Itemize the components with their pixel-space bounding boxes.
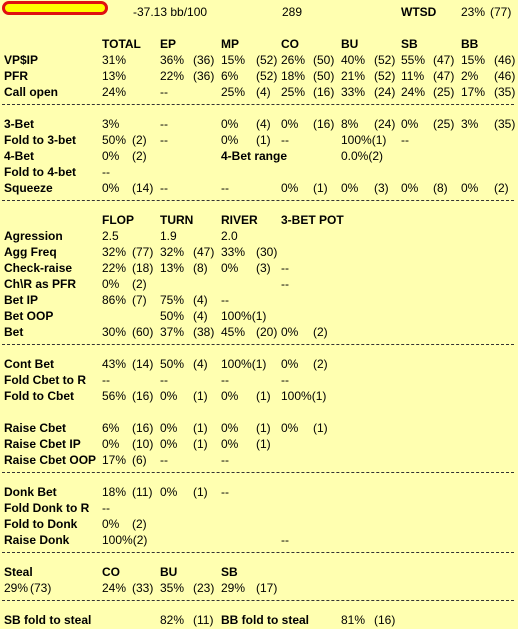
stat-cell: 0% (281, 325, 299, 339)
stat-cell: CO (102, 565, 120, 579)
stat-cell: 0% (102, 149, 120, 163)
column-header: CO (281, 37, 299, 51)
section-divider (2, 104, 514, 105)
stat-cell: 0% (221, 117, 239, 131)
stat-cell: (20) (256, 325, 278, 339)
stat-label: Check-raise (4, 261, 73, 275)
stat-cell: 0% (281, 117, 299, 131)
stat-cell: 29% (4, 581, 29, 595)
stat-cell: 0% (221, 133, 239, 147)
stat-cell: (77) (132, 245, 154, 259)
stat-cell: 32% (102, 245, 127, 259)
section-divider (2, 344, 514, 345)
stat-cell: 0% (102, 437, 120, 451)
stat-cell: (1) (256, 133, 271, 147)
stat-label: Bet OOP (4, 309, 54, 323)
stat-cell: 25% (281, 85, 306, 99)
stat-cell: (73) (30, 581, 52, 595)
stat-cell: (4) (256, 85, 271, 99)
stat-cell: (14) (132, 357, 154, 371)
stat-cell: (24) (374, 117, 396, 131)
stat-label: Fold to Donk (4, 517, 78, 531)
column-header: EP (160, 37, 177, 51)
stat-cell: 22% (160, 69, 185, 83)
section-divider (2, 552, 514, 553)
stat-cell: 0% (221, 389, 239, 403)
stat-cell: -- (221, 485, 229, 499)
stat-cell: 22% (102, 261, 127, 275)
stat-cell: 0% (281, 181, 299, 195)
stat-label: Raise Cbet (4, 421, 67, 435)
stat-cell: (1) (256, 421, 271, 435)
stat-cell: 18% (102, 485, 127, 499)
stat-cell: 0% (461, 181, 479, 195)
stat-cell: 33% (341, 85, 366, 99)
hands-count: 289 (282, 5, 303, 19)
stat-cell: (2) (313, 325, 328, 339)
stat-cell: (1) (256, 389, 271, 403)
stat-label: Agg Freq (4, 245, 57, 259)
stat-cell: 82% (160, 613, 185, 627)
stat-cell: -- (160, 133, 168, 147)
stat-cell: -- (102, 165, 110, 179)
stat-cell: 36% (160, 53, 185, 67)
stat-cell: 1.9 (160, 229, 177, 243)
column-header: MP (221, 37, 239, 51)
stat-cell: 24% (102, 581, 127, 595)
stat-cell: -- (160, 85, 168, 99)
stat-cell: 55% (401, 53, 426, 67)
stat-cell: 13% (160, 261, 185, 275)
stat-cell: 100%(1) (341, 133, 387, 147)
stat-cell: 18% (281, 69, 306, 83)
stat-cell: 8% (341, 117, 359, 131)
stat-cell: (35) (494, 117, 516, 131)
stat-cell: (1) (193, 389, 208, 403)
stat-cell: -- (281, 133, 289, 147)
stat-cell: (8) (193, 261, 208, 275)
stat-cell: 21% (341, 69, 366, 83)
stat-label: Squeeze (4, 181, 53, 195)
stat-cell: (1) (313, 421, 328, 435)
stat-cell: 0% (160, 389, 178, 403)
stat-label: Fold to Cbet (4, 389, 74, 403)
stat-cell: (4) (193, 357, 208, 371)
section-divider (2, 200, 514, 201)
column-header: BB (461, 37, 479, 51)
stat-cell: 2% (461, 69, 479, 83)
stat-cell: (38) (193, 325, 215, 339)
stat-cell: 100%(1) (281, 389, 327, 403)
stat-label: Steal (4, 565, 33, 579)
section-divider (2, 600, 514, 601)
stat-cell: -- (160, 373, 168, 387)
stat-cell: 17% (102, 453, 127, 467)
stat-cell: (60) (132, 325, 154, 339)
stat-cell: 43% (102, 357, 127, 371)
stat-label: Fold Donk to R (4, 501, 90, 515)
stat-cell: BB fold to steal (221, 613, 310, 627)
stat-cell: 100%(2) (102, 533, 148, 547)
stat-cell: -- (401, 133, 409, 147)
stat-cell: 45% (221, 325, 246, 339)
stat-cell: 86% (102, 293, 127, 307)
stat-cell: (23) (193, 581, 215, 595)
stat-cell: (1) (193, 437, 208, 451)
stat-cell: 50% (102, 133, 127, 147)
stat-cell: (3) (374, 181, 389, 195)
stat-cell: 24% (401, 85, 426, 99)
stat-label: Donk Bet (4, 485, 57, 499)
stat-cell: 15% (221, 53, 246, 67)
stat-cell: (1) (193, 485, 208, 499)
stat-label: Fold to 3-bet (4, 133, 76, 147)
stat-cell: -- (281, 533, 289, 547)
stat-cell: (47) (193, 245, 215, 259)
stat-cell: (2) (313, 357, 328, 371)
stat-cell: (1) (313, 181, 328, 195)
stat-cell: (52) (374, 53, 396, 67)
stat-cell: 50% (160, 309, 185, 323)
stat-cell: (2) (132, 517, 147, 531)
stat-cell: 2.5 (102, 229, 119, 243)
stat-cell: -- (221, 453, 229, 467)
stat-label: Fold Cbet to R (4, 373, 86, 387)
stat-cell: -- (160, 453, 168, 467)
stat-cell: 0% (401, 117, 419, 131)
stat-cell: (46) (494, 69, 516, 83)
stat-cell: (47) (433, 53, 455, 67)
stat-label: Bet IP (4, 293, 39, 307)
stat-cell: 6% (102, 421, 120, 435)
column-header: FLOP (102, 213, 134, 227)
stat-cell: 29% (221, 581, 246, 595)
column-header: RIVER (221, 213, 258, 227)
stat-cell: -- (160, 181, 168, 195)
stat-cell: 0% (281, 421, 299, 435)
stat-label: Agression (4, 229, 63, 243)
stat-cell: (11) (132, 485, 153, 499)
stat-cell: (50) (313, 69, 335, 83)
stat-label: 3-Bet (4, 117, 35, 131)
stat-cell: 0% (160, 437, 178, 451)
stat-label: Cont Bet (4, 357, 54, 371)
stat-cell: (17) (256, 581, 278, 595)
stat-cell: (35) (494, 85, 516, 99)
stat-cell: (2) (132, 133, 147, 147)
stat-cell: (2) (132, 149, 147, 163)
stat-cell: (6) (132, 453, 147, 467)
stat-cell: (16) (313, 117, 335, 131)
stat-cell: 2.0 (221, 229, 238, 243)
stat-cell: (11) (193, 613, 214, 627)
stat-cell: 30% (102, 325, 127, 339)
stat-cell: 0% (341, 181, 359, 195)
stat-cell: (8) (433, 181, 448, 195)
stat-cell: (16) (132, 389, 154, 403)
stat-cell: SB (221, 565, 238, 579)
stat-cell: (3) (256, 261, 271, 275)
stat-cell: 0% (102, 277, 120, 291)
section-divider (2, 472, 514, 473)
stat-cell: (14) (132, 181, 154, 195)
stat-label: Call open (4, 85, 59, 99)
stat-label: PFR (4, 69, 28, 83)
stat-cell: 32% (160, 245, 185, 259)
column-header: 3-BET POT (281, 213, 344, 227)
stat-cell: 3% (102, 117, 120, 131)
stat-label: Raise Donk (4, 533, 70, 547)
stat-cell: (4) (256, 117, 271, 131)
stat-label: Raise Cbet IP (4, 437, 81, 451)
stat-cell: 0.0%(2) (341, 149, 384, 163)
stat-cell: -- (281, 373, 289, 387)
stat-cell: (4) (193, 293, 208, 307)
stat-cell: 0% (102, 181, 120, 195)
stat-cell: -- (221, 181, 229, 195)
stat-cell: (16) (132, 421, 154, 435)
stat-cell: (36) (193, 53, 215, 67)
stat-cell: 37% (160, 325, 185, 339)
stat-cell: (36) (193, 69, 215, 83)
column-header: TOTAL (102, 37, 141, 51)
column-header: BU (341, 37, 359, 51)
stat-label: Ch\R as PFR (4, 277, 77, 291)
stat-label: SB fold to steal (4, 613, 92, 627)
stat-cell: 56% (102, 389, 127, 403)
stat-cell: 0% (221, 437, 239, 451)
stat-cell: (25) (433, 85, 455, 99)
stat-cell: (52) (256, 69, 278, 83)
stat-cell: -- (281, 277, 289, 291)
stat-cell: 33% (221, 245, 246, 259)
stat-label: Bet (4, 325, 24, 339)
stat-cell: (16) (313, 85, 335, 99)
stat-cell: (10) (132, 437, 154, 451)
stat-cell: (4) (193, 309, 208, 323)
stat-cell: 4-Bet range (221, 149, 288, 163)
wtsd-value: 23% (461, 5, 486, 19)
stat-cell: 40% (341, 53, 366, 67)
stat-cell: 0% (160, 421, 178, 435)
stat-cell: 0% (160, 485, 178, 499)
stat-cell: 0% (221, 421, 239, 435)
stat-label: VP$IP (4, 53, 39, 67)
stat-cell: -- (102, 373, 110, 387)
stat-cell: (1) (193, 421, 208, 435)
stat-label: 4-Bet (4, 149, 35, 163)
stat-cell: (46) (494, 53, 516, 67)
stat-cell: BU (160, 565, 178, 579)
stat-cell: 100%(1) (221, 357, 267, 371)
stat-cell: -- (221, 293, 229, 307)
stat-cell: 81% (341, 613, 366, 627)
stat-cell: 26% (281, 53, 306, 67)
column-header: TURN (160, 213, 194, 227)
stat-cell: 0% (281, 357, 299, 371)
stat-cell: (7) (132, 293, 147, 307)
stat-cell: (52) (256, 53, 278, 67)
stat-cell: 100%(1) (221, 309, 267, 323)
wtsd-count: (77) (490, 5, 512, 19)
stat-cell: (24) (374, 85, 396, 99)
column-header: SB (401, 37, 418, 51)
stat-cell: (30) (256, 245, 278, 259)
stat-cell: (50) (313, 53, 335, 67)
stat-cell: 24% (102, 85, 127, 99)
stat-cell: -- (221, 373, 229, 387)
player-name-field[interactable] (2, 1, 108, 15)
stat-cell: 50% (160, 357, 185, 371)
stat-cell: 17% (461, 85, 486, 99)
stat-cell: (16) (374, 613, 396, 627)
stat-cell: -- (102, 501, 110, 515)
stat-cell: 75% (160, 293, 185, 307)
stat-cell: (47) (433, 69, 455, 83)
stat-cell: 0% (401, 181, 419, 195)
stat-cell: 0% (221, 261, 239, 275)
stat-cell: 25% (221, 85, 246, 99)
winrate-value: -37.13 bb/100 (133, 5, 208, 19)
stat-cell: 31% (102, 53, 127, 67)
stat-cell: 3% (461, 117, 479, 131)
stat-label: Fold to 4-bet (4, 165, 76, 179)
stat-cell: -- (281, 261, 289, 275)
wtsd-label: WTSD (401, 5, 437, 19)
stat-cell: (1) (256, 437, 271, 451)
stat-cell: -- (160, 117, 168, 131)
stat-cell: (52) (374, 69, 396, 83)
stat-cell: 0% (102, 517, 120, 531)
stat-cell: 6% (221, 69, 239, 83)
stat-cell: (33) (132, 581, 154, 595)
stat-cell: 15% (461, 53, 486, 67)
stat-cell: (18) (132, 261, 154, 275)
stat-cell: (25) (433, 117, 455, 131)
stat-cell: 13% (102, 69, 127, 83)
stat-cell: 35% (160, 581, 185, 595)
stat-cell: (2) (494, 181, 509, 195)
stat-label: Raise Cbet OOP (4, 453, 97, 467)
stat-cell: (2) (132, 277, 147, 291)
stat-cell: 11% (401, 69, 425, 83)
